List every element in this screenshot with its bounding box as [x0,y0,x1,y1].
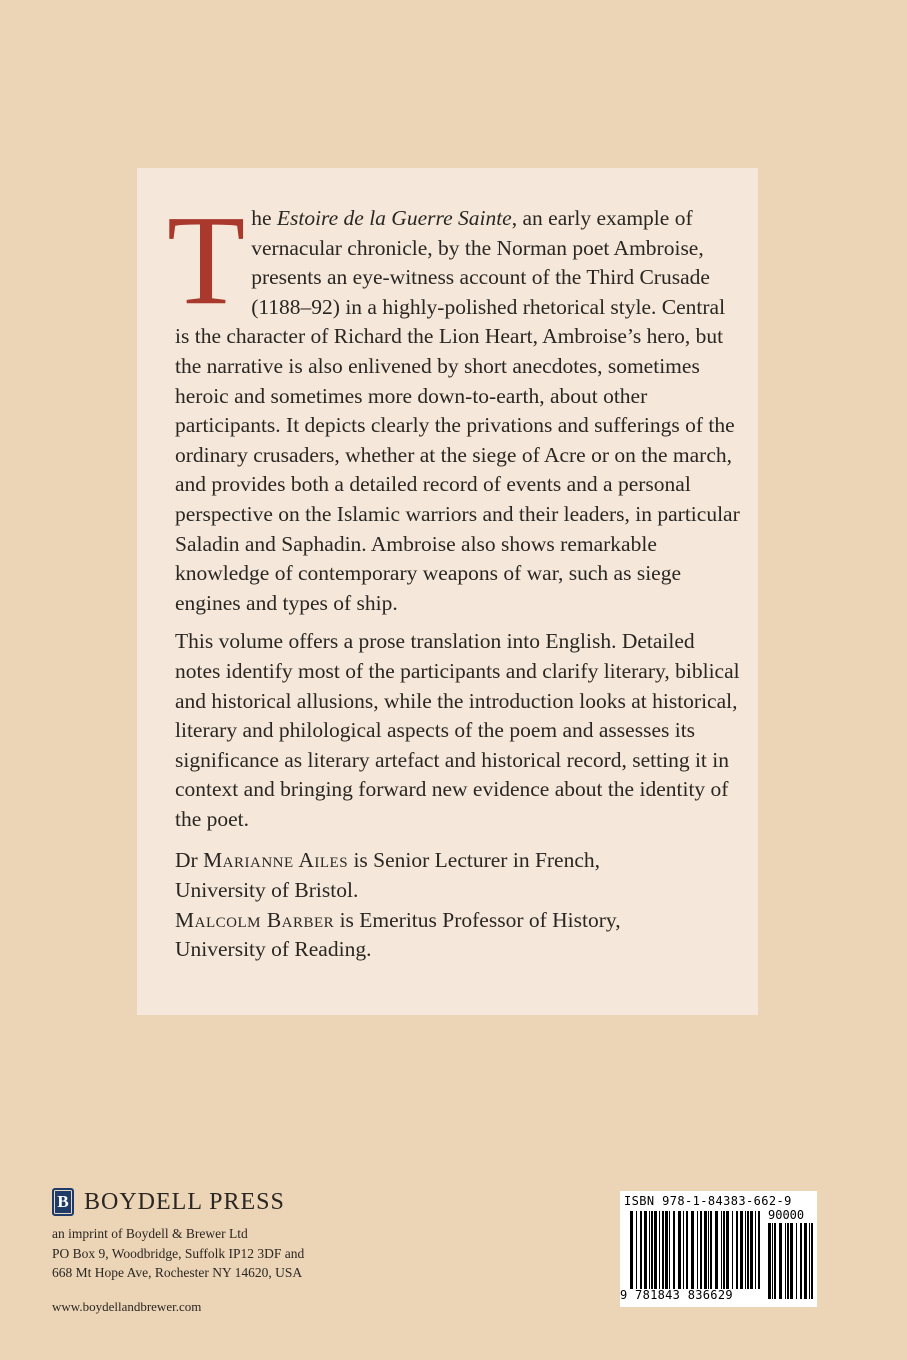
barcode-bar [649,1211,650,1289]
barcode-bar [774,1223,776,1299]
barcode-bar [630,1211,633,1289]
barcode-bar [700,1211,702,1289]
isbn-text: ISBN 978-1-84383-662-9 [624,1194,792,1208]
barcode-bar [790,1223,793,1299]
barcode-bar [796,1223,797,1299]
barcode-bar [755,1211,756,1289]
boydell-logo-icon: B [52,1188,74,1216]
publisher-block [52,1188,304,1315]
barcode-bar [665,1211,668,1289]
isbn-barcode [620,1191,817,1307]
barcode-bar [654,1211,657,1289]
barcode-bar [736,1211,738,1289]
publisher-name: BOYDELL PRESS [84,1188,285,1215]
barcode-bar [659,1211,660,1289]
author-name: Malcolm Barber [175,907,335,932]
blurb-panel [137,168,758,1015]
barcode-bar [811,1223,813,1299]
barcode-bar [678,1211,681,1289]
barcode-bar [732,1211,733,1289]
barcode-bar [740,1211,743,1289]
blurb-text [167,189,740,965]
barcode-bar [697,1211,698,1289]
book-title: Estoire de la Guerre Sainte [276,206,512,230]
barcode-bar [726,1211,729,1289]
barcode-bar [758,1211,760,1289]
drop-cap: T [167,189,246,331]
author-bios [175,846,740,964]
barcode-bar [787,1223,789,1299]
barcode-bar [772,1223,773,1299]
blurb-paragraph-1: The Estoire de la Guerre Sainte, an early example of vernacular chronicle, by the Norman poet Ambroise, presents an eye-witness account of the Third Crusade (1188–92) in a highly-polished rhetorical style. Central is the character of Richard the Lion Heart, Ambroise’s hero, but the narrative is also enlivened by short anecdotes, sometimes heroic and sometimes more down-to-earth, about other participants. It depicts clearly the privations and sufferings of the ordinary crusaders, whether at the siege of Acre or on the march, and provides both a detailed record of events and a personal perspective on the Islamic warriors and their leaders, in particular Saladin and Saphadin. Ambroise also shows remarkable knowledge of contemporary weapons of war, such as siege engines and types of ship. [167,189,740,615]
barcode-bar [704,1211,707,1289]
author-name: Marianne Ailes [203,848,349,873]
barcode-bar [673,1211,675,1289]
barcode-bar [800,1223,802,1299]
barcode-bar [745,1211,746,1289]
barcode-bar [715,1211,718,1289]
barcode-bar [809,1223,810,1299]
author-bio-ailes: Dr Marianne Ailes is Senior Lecturer in French, University of Bristol. [175,848,601,903]
barcode-bar [644,1211,647,1289]
barcode-bar [640,1211,642,1289]
barcode-bar [785,1223,786,1299]
barcode-bar [779,1223,782,1299]
ean-number: 9 781843 836629 [620,1288,733,1302]
barcode-bar [669,1211,670,1289]
barcode-bar [651,1211,653,1289]
price-addon-number: 90000 [768,1208,805,1222]
publisher-website: www.boydellandbrewer.com [52,1298,202,1314]
barcode-bar [636,1211,637,1289]
barcode-bar [750,1211,753,1289]
barcode-bar [804,1223,807,1299]
publisher-address: an imprint of Boydell & Brewer Ltd PO Box 9, Woodbridge, Suffolk IP12 3DF and 668 Mt Hope Ave, Rochester NY 14620, USA [52,1226,305,1280]
barcode-bar [691,1211,694,1289]
blurb-paragraph-2: This volume offers a prose translation into English. Detailed notes identify most of the participants and clarify literary, biblical and historical allusions, while the introduction looks at historical, literary and philological aspects of the poem and assesses its significance as literary artefact and historical record, setting it in context and bringing forward new evidence about the identity of the poet. [175,629,740,831]
barcode-bar [708,1211,709,1289]
barcode-bar [721,1211,722,1289]
barcode-bar [710,1211,712,1289]
barcode-bar [768,1223,771,1299]
barcode-bar [723,1211,725,1289]
barcode-bar [662,1211,664,1289]
barcode-bar [686,1211,688,1289]
barcode-bar [747,1211,749,1289]
barcode-bar [683,1211,684,1289]
author-bio-barber: Malcolm Barber is Emeritus Professor of History, University of Reading. [175,907,621,962]
